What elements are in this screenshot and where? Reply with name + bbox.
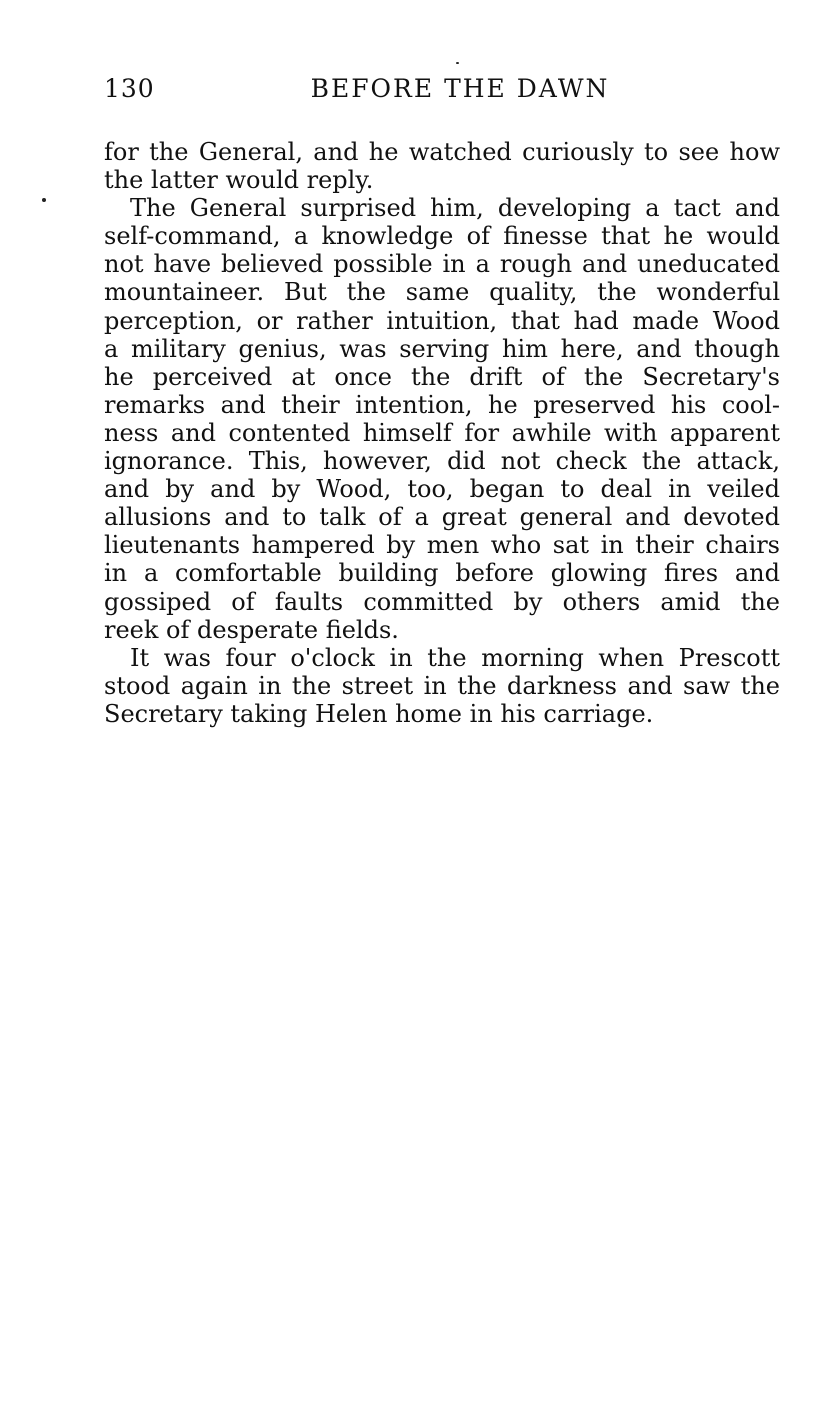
text-line: he perceived at once the drift of the Secretary's xyxy=(104,362,780,391)
page-number: 130 xyxy=(104,74,155,103)
text-line: remarks and their intention, he preserved his cool- xyxy=(104,390,780,419)
text-line: ness and contented himself for awhile with apparent xyxy=(104,418,780,447)
running-title: BEFORE THE DAWN xyxy=(310,74,610,103)
text-line: allusions and to talk of a great general and devoted xyxy=(104,503,780,532)
text-line: lieutenants hampered by men who sat in their chairs xyxy=(104,531,780,560)
text-line: a military genius, was serving him here, and though xyxy=(104,334,780,363)
text-line: The General surprised him, developing a tact and xyxy=(130,194,780,223)
text-line: It was four o'clock in the morning when Prescott xyxy=(130,643,780,672)
text-line: stood again in the street in the darkness and saw the xyxy=(104,671,780,700)
text-line: gossiped of faults committed by others amid the xyxy=(104,587,780,616)
body-text xyxy=(104,138,780,728)
text-line: for the General, and he watched curiously to see how xyxy=(104,138,780,166)
text-line: perception, or rather intuition, that had made Wood xyxy=(104,306,780,335)
page-header xyxy=(104,74,780,110)
text-line: self-command, a knowledge of finesse that he would xyxy=(104,222,780,251)
text-line: not have believed possible in a rough and uneducated xyxy=(104,250,780,279)
text-line: the latter would reply. xyxy=(104,166,374,195)
scan-speck xyxy=(42,198,46,202)
text-line: in a comfortable building before glowing fires and xyxy=(104,559,780,588)
text-line: ignorance. This, however, did not check the attack, xyxy=(104,447,780,476)
text-line: reek of desperate fields. xyxy=(104,615,399,644)
text-line: Secretary taking Helen home in his carriage. xyxy=(104,699,654,728)
text-line: and by and by Wood, too, began to deal in veiled xyxy=(104,475,780,504)
text-line: mountaineer. But the same quality, the wonderful xyxy=(104,278,780,307)
scan-speck xyxy=(456,62,459,64)
